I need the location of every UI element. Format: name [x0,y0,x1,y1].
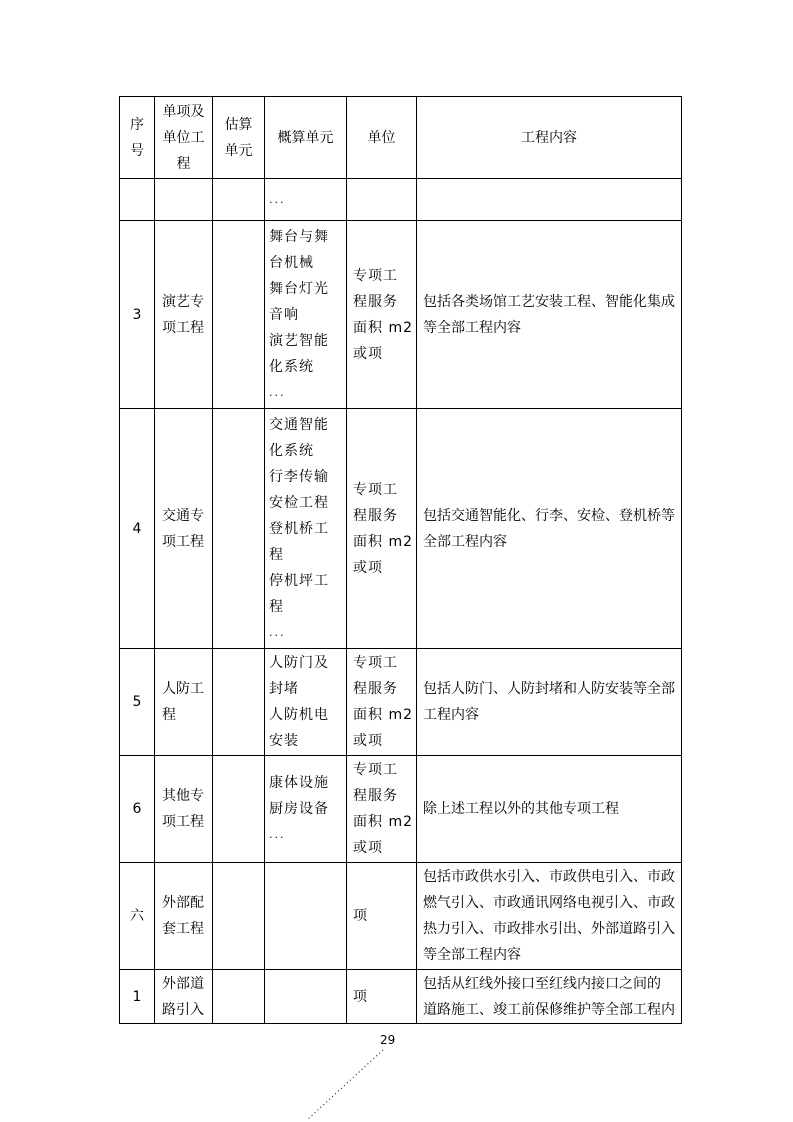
header-budget-unit: 概算单元 [265,97,347,179]
budget-item: 登机桥工 [269,520,329,537]
budget-item: 程 [269,598,284,615]
unit-measure: 项 [347,863,417,970]
header-item: 单项及 单位工 程 [155,97,213,179]
budget-item: 演艺智能 [269,332,329,349]
row-number: 1 [120,970,155,1024]
budget-items [265,756,347,863]
unit-measure: 项 [347,970,417,1024]
budget-item: 交通智能 [269,416,329,433]
budget-items [265,409,347,649]
estimate-unit [213,179,265,221]
header-unit: 单位 [347,97,417,179]
budget-items [265,863,347,970]
budget-item: 舞台与舞 [269,228,329,245]
work-content: 包括市政供水引入、市政供电引入、市政 燃气引入、市政通讯网络电视引入、市政 热力引入、市政排水引出、外部道路引入 等全部工程内容 [417,863,682,970]
unit-measure: 专项工 程服务 面积 m2 或项 [347,649,417,756]
work-content: 包括各类场馆工艺安装工程、智能化集成 等全部工程内容 [417,221,682,409]
budget-item: 安检工程 [269,494,329,511]
budget-item: 人防机电 [269,707,329,723]
row-number [120,179,155,221]
budget-item: 程 [269,546,284,563]
work-content: 包括人防门、人防封堵和人防安装等全部 工程内容 [417,649,682,756]
table-row [120,221,682,409]
estimate-unit [213,863,265,970]
table-row [120,863,682,970]
ellipsis: ... [269,625,286,639]
project-name: 外部道 路引入 [155,970,213,1024]
header-estimate-unit: 估算 单元 [213,97,265,179]
budget-item: 安装 [269,733,299,749]
page-number: 29 [380,1033,396,1047]
budget-item: 化系统 [269,442,314,459]
budget-item: 康体设施 [269,775,329,791]
budget-items [265,179,347,221]
work-content: 包括交通智能化、行李、安检、登机桥等 全部工程内容 [417,409,682,649]
table-header-row [120,97,682,179]
row-number: 5 [120,649,155,756]
ellipsis: ... [269,828,286,841]
project-name [155,179,213,221]
project-scope-table [119,96,682,1024]
row-number: 3 [120,221,155,409]
budget-item: 行李传输 [269,468,329,485]
unit-measure: 专项工 程服务 面积 m2 或项 [347,409,417,649]
work-content: 包括从红线外接口至红线内接口之间的 道路施工、竣工前保修维护等全部工程内 [417,970,682,1024]
ellipsis: ... [269,192,286,206]
project-name: 外部配 套工程 [155,863,213,970]
estimate-unit [213,970,265,1024]
unit-measure: 专项工 程服务 面积 m2 或项 [347,756,417,863]
corner-fold-line [305,1048,405,1122]
budget-items [265,649,347,756]
budget-item: 化系统 [269,358,314,375]
table-row [120,179,682,221]
project-name: 交通专 项工程 [155,409,213,649]
budget-item: 舞台灯光 [269,280,329,297]
estimate-unit [213,756,265,863]
budget-item: 音响 [269,306,299,323]
row-number: 六 [120,863,155,970]
row-number: 4 [120,409,155,649]
estimate-unit [213,221,265,409]
estimate-unit [213,649,265,756]
estimate-unit [213,409,265,649]
table-row [120,970,682,1024]
table-row [120,649,682,756]
budget-item: 人防门及 [269,655,329,671]
budget-item: 封堵 [269,681,299,697]
table-row [120,409,682,649]
header-content: 工程内容 [417,97,682,179]
project-name: 其他专 项工程 [155,756,213,863]
unit-measure [347,179,417,221]
budget-item: 台机械 [269,254,314,271]
project-name: 演艺专 项工程 [155,221,213,409]
budget-item: 厨房设备 [269,801,329,817]
project-name: 人防工 程 [155,649,213,756]
budget-item: 停机坪工 [269,572,329,589]
row-number: 6 [120,756,155,863]
work-content [417,179,682,221]
table-row [120,756,682,863]
work-content: 除上述工程以外的其他专项工程 [417,756,682,863]
header-seq: 序 号 [120,97,155,179]
unit-measure: 专项工 程服务 面积 m2 或项 [347,221,417,409]
budget-items [265,970,347,1024]
budget-items [265,221,347,409]
ellipsis: ... [269,385,286,399]
